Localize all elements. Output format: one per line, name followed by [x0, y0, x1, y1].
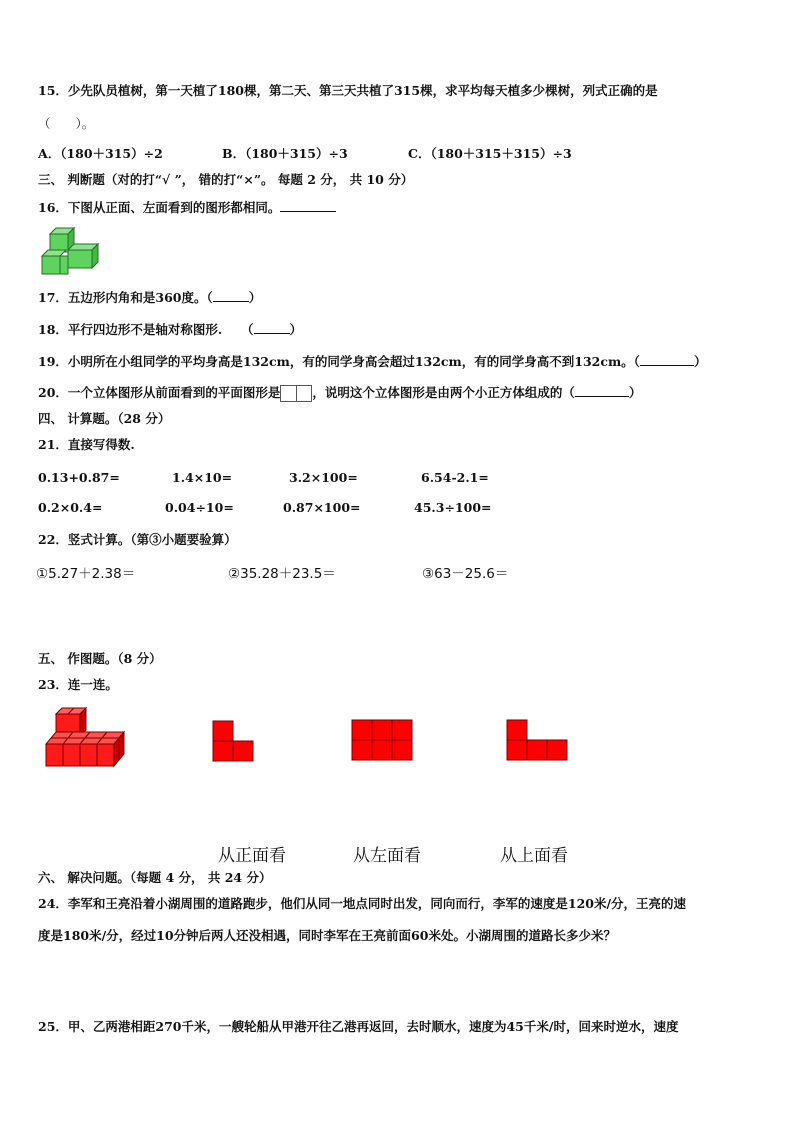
view-label-front[interactable]: 从正面看 [218, 846, 286, 866]
q20-statement-part2: ，说明这个立体图形是由两个小正方体组成的（ [312, 385, 575, 400]
q18-answer-blank[interactable] [254, 322, 290, 334]
q24-line-1: 24．李军和王亮沿着小湖周围的道路跑步，他们从同一地点同时出发，同向而行，李军的速度是120米/分，王亮的速 [38, 896, 687, 911]
q15-option-c[interactable]: C．（180＋315＋315）÷3 [408, 146, 572, 161]
q21-item-1[interactable]: 0.13+0.87= [38, 470, 120, 485]
q21-item-3[interactable]: 3.2×100= [289, 470, 358, 485]
q19-statement: 19．小明所在小组同学的平均身高是132cm，有的同学身高会超过132cm，有的同学身高不到132cm。（ [38, 354, 640, 369]
q23-text: 23．连一连。 [38, 677, 118, 692]
view-label-left[interactable]: 从左面看 [353, 846, 421, 866]
section-3-heading: 三、 判断题（对的打“√ ”， 错的打“×”。 每题 2 分， 共 10 分） [38, 172, 414, 187]
q15-text: 15．少先队员植树，第一天植了180棵，第二天、第三天共植了315棵，求平均每天植多少棵树，列式正确的是 [38, 83, 658, 98]
section-6-heading: 六、 解决问题。（每题 4 分， 共 24 分） [38, 870, 272, 885]
q20-text [38, 385, 641, 402]
q19-close-paren: ） [693, 354, 707, 369]
q23-view-shape-a[interactable] [212, 720, 256, 764]
q21-item-6[interactable]: 0.04÷10= [165, 500, 234, 515]
q17-statement: 17．五边形内角和是360度。（ [38, 290, 213, 305]
q23-view-shape-b[interactable] [351, 719, 413, 761]
q25-line-1: 25．甲、乙两港相距270千米，一艘轮船从甲港开往乙港再返回，去时顺水，速度为45千米/时，回来时逆水，速度 [38, 1019, 679, 1034]
q22-item-2[interactable]: ②35.28＋23.5＝ [228, 566, 336, 582]
q18-close-paren: ） [289, 322, 303, 337]
q21-item-5[interactable]: 0.2×0.4= [38, 500, 103, 515]
view-label-top[interactable]: 从上面看 [500, 846, 568, 866]
q22-item-1[interactable]: ①5.27＋2.38＝ [36, 566, 136, 582]
q19-answer-blank[interactable] [640, 354, 694, 366]
q16-green-cubes-figure [40, 226, 104, 278]
q15-option-b[interactable]: B．（180＋315）÷3 [222, 146, 348, 161]
q23-view-shape-c[interactable] [506, 719, 568, 761]
q18-text [38, 322, 302, 338]
q23-red-cube-solid[interactable] [44, 708, 128, 770]
q19-text [38, 354, 706, 370]
q17-close-paren: ） [248, 290, 262, 305]
q17-text [38, 290, 261, 306]
q21-item-7[interactable]: 0.87×100= [283, 500, 361, 515]
q22-text: 22．竖式计算。（第③小题要验算） [38, 532, 237, 547]
q21-item-8[interactable]: 45.3÷100= [414, 500, 492, 515]
q20-answer-blank[interactable] [575, 385, 629, 397]
q16-text [38, 200, 336, 216]
two-squares-icon [280, 385, 312, 402]
q18-statement: 18．平行四边形不是轴对称图形. （ [38, 322, 254, 337]
q20-close-paren: ） [628, 385, 642, 400]
section-4-heading: 四、 计算题。（28 分） [38, 411, 171, 426]
q15-answer-paren[interactable]: （ ）。 [38, 116, 95, 131]
q22-item-3[interactable]: ③63－25.6＝ [422, 566, 509, 582]
section-5-heading: 五、 作图题。（8 分） [38, 651, 162, 666]
q16-answer-blank[interactable] [280, 200, 336, 212]
q17-answer-blank[interactable] [213, 290, 249, 302]
q15-option-a[interactable]: A．（180＋315）÷2 [38, 146, 163, 161]
q21-item-2[interactable]: 1.4×10= [172, 470, 233, 485]
q20-statement-part1: 20．一个立体图形从前面看到的平面图形是 [38, 385, 281, 400]
q21-item-4[interactable]: 6.54-2.1= [421, 470, 489, 485]
q21-text: 21．直接写得数. [38, 437, 135, 452]
q16-statement: 16．下图从正面、左面看到的图形都相同。 [38, 200, 281, 215]
q24-line-2: 度是180米/分，经过10分钟后两人还没相遇，同时李军在王亮前面60米处。小湖周围的道路长多少米？ [38, 928, 616, 943]
